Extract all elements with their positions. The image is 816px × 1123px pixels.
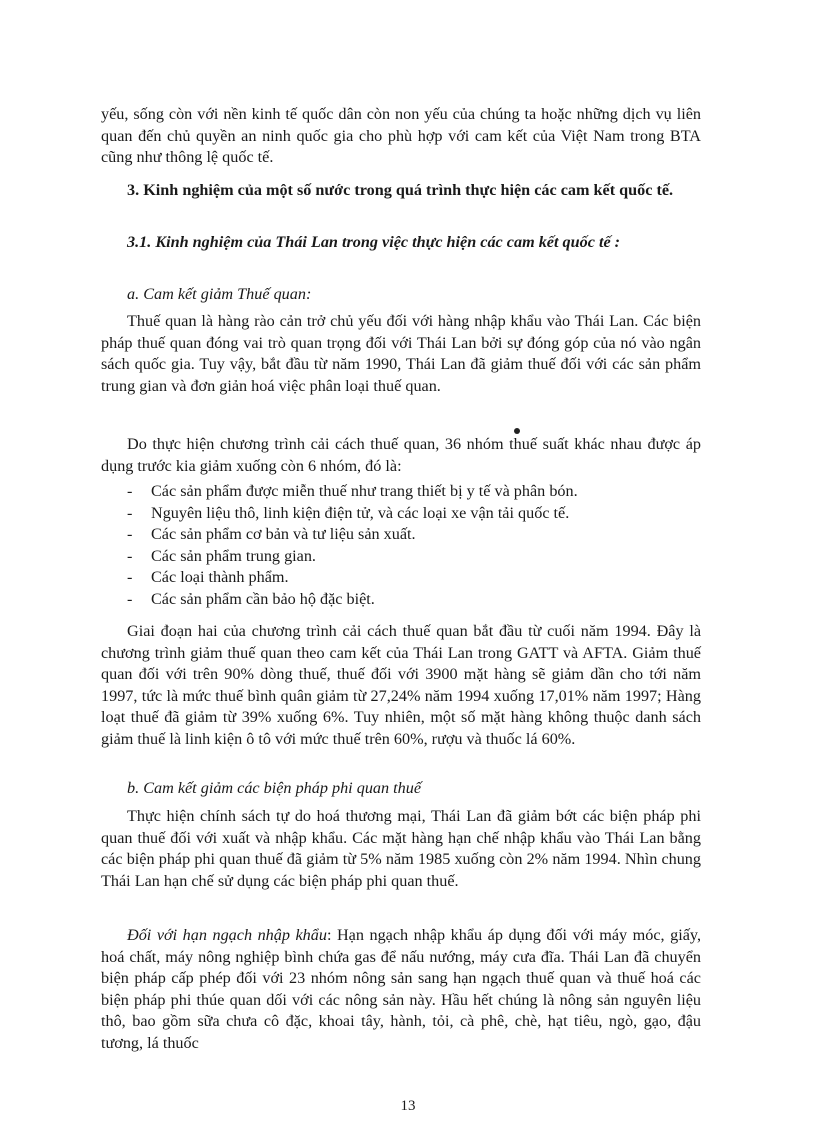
list-item [101, 589, 701, 611]
tariff-group-list [101, 481, 701, 610]
list-dash: - [127, 546, 133, 565]
section-heading-3 [101, 180, 701, 202]
subheading-b [101, 778, 701, 800]
list-item-text: Các loại thành phẩm. [151, 568, 289, 586]
list-dash: - [127, 525, 133, 543]
list-item-text: Các sản phẩm được miễn thuế như trang thiết bị y tế và phân bón. [151, 482, 578, 500]
list-item [101, 524, 701, 546]
paragraph-import-quota [101, 925, 701, 1054]
paragraph-text: Giai đoạn hai của chương trình cải cách thuế quan bắt đầu từ cuối năm 1994. Đây là chương trình giảm thuế quan theo cam kết của Thái Lan trong GATT và AFTA. Giảm thuế quan đối với trên 90% dòng thuế, thuế đối với 3900 mặt hàng sẽ giảm dần cho tới năm 1997, tức là mức thuế bình quân giảm từ 27,24% năm 1994 xuống 17,01% năm 1997; Hàng loạt thuế đã giảm từ 39% xuống 6%. Tuy nhiên, một số mặt hàng không thuộc danh sách giảm thuế là linh kiện ô tô với mức thuế trên 60%, rượu và thuốc lá 60%. [101, 622, 701, 748]
paragraph-reform [101, 434, 701, 477]
paragraph-text: Thuế quan là hàng rào cản trở chủ yếu đối với hàng nhập khẩu vào Thái Lan. Các biện pháp thuế quan đóng vai trò quan trọng đối với Thái Lan bởi sự đóng góp của nó vào ngân sách quốc gia. Tuy vậy, bắt đầu từ năm 1990, Thái Lan đã giảm thuế đối với các sản phẩm trung gian và đơn giản hoá việc phân loại thuế quan. [101, 312, 701, 395]
heading-text: a. Cam kết giảm Thuế quan: [127, 285, 312, 303]
paragraph-tariff [101, 311, 701, 397]
list-dash: - [127, 482, 133, 500]
page-number: 13 [400, 1098, 416, 1114]
subheading-a [101, 284, 701, 306]
paragraph-phase-two [101, 621, 701, 750]
paragraph-text: Do thực hiện chương trình cải cách thuế quan, 36 nhóm thuế suất khác nhau được áp dụng trước kia giảm xuống còn 6 nhóm, đó là: [101, 435, 701, 475]
heading-text: 3.1. Kinh nghiệm của Thái Lan trong việc thực hiện các cam kết quốc tế : [127, 233, 621, 251]
list-dash: - [127, 503, 133, 522]
list-item-text: Các sản phẩm cơ bản và tư liệu sản xuất. [151, 525, 416, 543]
heading-text: b. Cam kết giảm các biện pháp phi quan thuế [127, 779, 422, 797]
paragraph-text: Thực hiện chính sách tự do hoá thương mại, Thái Lan đã giảm bớt các biện pháp phi quan thuế đối với xuất và nhập khẩu. Các mặt hàng hạn chế nhập khẩu vào Thái Lan bằng các biện pháp phi quan thuế đã giảm từ 5% năm 1985 xuống còn 2% năm 1994. Nhìn chung Thái Lan hạn chế sử dụng các biện pháp phi quan thuế. [101, 807, 701, 890]
list-item [101, 503, 701, 525]
paragraph-text [101, 925, 701, 1054]
list-item-text: Nguyên liệu thô, linh kiện điện tử, và các loại xe vận tải quốc tế. [151, 503, 570, 522]
quota-rest-text: : Hạn ngạch nhập khẩu áp dụng đối với máy móc, giấy, hoá chất, máy nông nghiệp bình chứa gas để nấu nướng, máy cưa đĩa. Thái Lan đã chuyển biện pháp cấp phép đối với 23 nhóm nông sản sang hạn ngạch thuế quan và thuế hoá các biện pháp phi thúe quan dối với các nông sản này. Hầu hết chúng là nông sản nguyên liệu thô, bao gồm sữa chưa cô đặc, khoai tây, hành, tỏi, cà phê, chè, hạt tiêu, ngò, gạo, đậu tương, lá thuốc [101, 926, 701, 1052]
list-item [101, 567, 701, 589]
paragraph-intro [101, 104, 701, 169]
list-dash: - [127, 568, 133, 586]
list-item [101, 481, 701, 503]
heading-text: 3. Kinh nghiệm của một số nước trong quá trình thực hiện các cam kết quốc tế. [127, 181, 674, 199]
list-dash: - [127, 589, 133, 608]
paragraph-non-tariff [101, 806, 701, 892]
subsection-heading-3-1 [101, 232, 701, 254]
quota-lead-text: Đối với hạn ngạch nhập khẩu [127, 926, 327, 944]
list-item-text: Các sản phẩm trung gian. [151, 546, 316, 565]
list-item-text: Các sản phẩm cần bảo hộ đặc biệt. [151, 589, 375, 608]
paragraph-text: yếu, sống còn với nền kinh tế quốc dân còn non yếu của chúng ta hoặc những dịch vụ liên quan đến chủ quyền an ninh quốc gia cho phù hợp với cam kết của Việt Nam trong BTA cũng như thông lệ quốc tế. [101, 105, 701, 166]
list-item [101, 546, 701, 568]
